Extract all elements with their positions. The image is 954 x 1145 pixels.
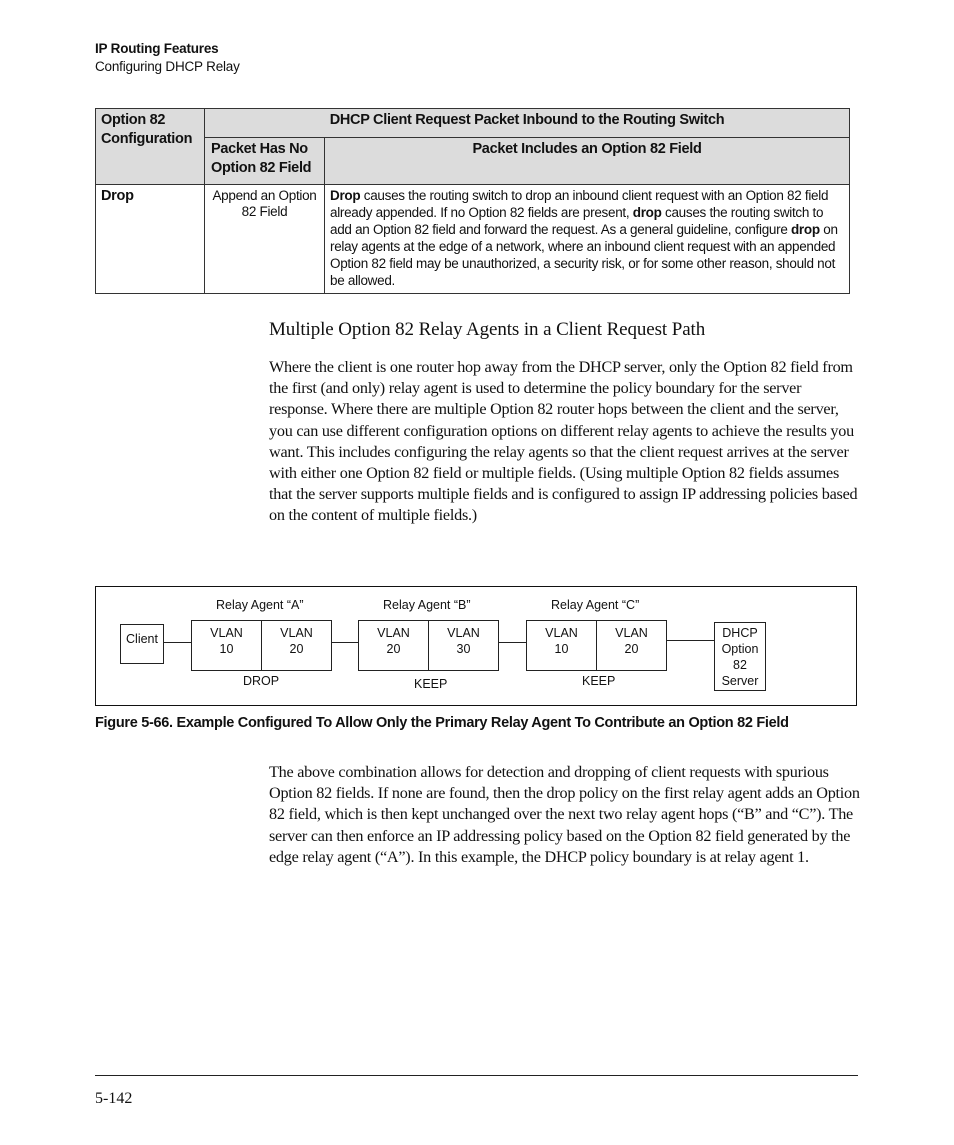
dhcp-server-node: DHCP Option 82 Server: [714, 622, 766, 691]
keyword-drop: drop: [790, 222, 820, 237]
running-header-subtitle: Configuring DHCP Relay: [95, 59, 240, 74]
table-header-inbound-packet: DHCP Client Request Packet Inbound to the Routing Switch: [205, 109, 850, 138]
relay-agent-b-vlan-left: VLAN 20: [358, 620, 429, 671]
relay-agent-c-label: Relay Agent “C”: [551, 598, 640, 612]
option82-table: [95, 108, 850, 294]
connector-line: [666, 640, 715, 641]
table-header-no-option82: Packet Has No Option 82 Field: [205, 138, 325, 185]
connector-line: [331, 642, 359, 643]
figure-caption: Figure 5-66. Example Configured To Allow Only the Primary Relay Agent To Contribute an Option 82 Field: [95, 715, 789, 731]
client-node: [120, 624, 164, 664]
relay-agent-a-label: Relay Agent “A”: [216, 598, 304, 612]
table-cell-no-field: Append an Option 82 Field: [205, 185, 325, 294]
relay-agent-a-vlan-right: VLAN 20: [261, 620, 332, 671]
table-header-option82-configuration: Option 82 Configuration: [96, 109, 205, 185]
section-heading: Multiple Option 82 Relay Agents in a Client Request Path: [269, 319, 706, 340]
footer-divider: [95, 1075, 858, 1076]
table-cell-description: [325, 185, 850, 294]
table-row: [96, 185, 850, 294]
keyword-drop: drop: [632, 205, 662, 220]
relay-agent-a-policy: DROP: [243, 674, 280, 688]
relay-agent-c-vlan-right: VLAN 20: [596, 620, 667, 671]
relay-agent-c-policy: KEEP: [582, 674, 616, 688]
connector-line: [498, 642, 527, 643]
body-paragraph: The above combination allows for detection and dropping of client requests with spurious Option 82 fields. If none are found, then the drop policy on the first relay agent adds an Option 82 field, which is then kept unchanged over the next two relay agent hops (“B” and “C”). The server can then enforce an IP addressing policy based on the Option 82 field generated by the edge relay agent (“A”). In this example, the DHCP policy boundary is at relay agent 1.: [269, 763, 860, 866]
description-text: causes the routing switch to drop an inbound client request with an Option 82 field already appended. If no Option 82 fields are present,: [330, 188, 829, 220]
relay-agent-a-vlan-left: VLAN 10: [191, 620, 262, 671]
description-text: causes the routing switch to add an Option 82 field and forward the request. As a general guideline, configure: [330, 205, 824, 237]
page-number: 5-142: [95, 1090, 133, 1107]
description-text: on relay agents at the edge of a network, where an inbound client request with an appended Option 82 field may be unauthorized, a security risk, or for some other reason, should not be allowed.: [330, 222, 838, 288]
relay-agent-b-policy: KEEP: [414, 677, 448, 691]
relay-agent-b-vlan-right: VLAN 30: [428, 620, 499, 671]
relay-agent-b-label: Relay Agent “B”: [383, 598, 471, 612]
body-paragraph: Where the client is one router hop away from the DHCP server, only the Option 82 field from the first (and only) relay agent is used to determine the policy boundary for the server response. Where there are multiple Option 82 router hops between the client and the server, you can use different configuration options on different relay agents to achieve the results you want. This includes configuring the relay agents so that the client request arrives at the server with either one Option 82 field or multiple fields. (Using multiple Option 82 fields assumes that the server supports multiple fields and is configured to assign IP addressing policies based on the content of multiple fields.): [269, 358, 858, 525]
keyword-drop: Drop: [330, 188, 361, 203]
running-header-title: IP Routing Features: [95, 41, 219, 56]
relay-agent-c-vlan-left: VLAN 10: [526, 620, 597, 671]
table-header-includes-option82: Packet Includes an Option 82 Field: [325, 138, 850, 185]
client-label: Client: [126, 632, 158, 646]
relay-agent-diagram: [95, 586, 857, 706]
table-cell-config: Drop: [96, 185, 205, 294]
